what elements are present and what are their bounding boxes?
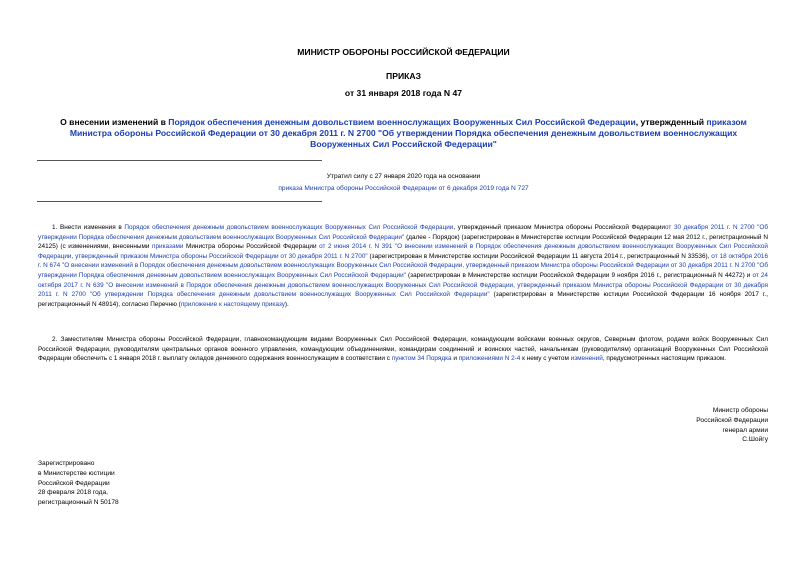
p1-text-6: (зарегистрирован в Министерстве юстиции Российской Федерации 9 ноября 2016 г., регистрационный N 44272) и bbox=[405, 271, 753, 279]
p1-text-1: 1. Внести изменения в bbox=[52, 224, 125, 231]
signature-line-3: генерал армии bbox=[722, 426, 768, 434]
registration-line-4: 28 февраля 2018 года, bbox=[38, 489, 108, 497]
registration-block bbox=[38, 459, 119, 508]
p2-link-changes[interactable]: изменений bbox=[570, 355, 603, 363]
order-date: от 31 января 2018 года N 47 bbox=[344, 88, 463, 98]
p1-link-orders[interactable]: приказами bbox=[152, 243, 184, 251]
title-text-2: , утвержденный bbox=[635, 117, 707, 127]
divider-top bbox=[37, 160, 322, 161]
p1-link-appendix[interactable]: приложение к настоящему приказу bbox=[180, 300, 285, 308]
p1-text-3: (далее - Порядок) (зарегистрирован в Министерстве юстиции Российской Федерации 12 мая 2012 г., регистрационный N 24125) (с изменениями, внесенными bbox=[38, 233, 768, 251]
status-line: Утратил силу с 27 января 2020 года на основании bbox=[326, 173, 481, 180]
link-order-2700[interactable]: приказом Министра обороны Российской Федерации от 30 декабря 2011 г. N 2700 "Об утверждении Порядка обеспечения денежным довольствием военнослужащих Вооруженных Сил Российской Федерации" bbox=[69, 117, 747, 149]
signature-line-2: Российской Федерации bbox=[696, 416, 768, 424]
signature-block bbox=[696, 406, 768, 445]
signature-line-4: С.Шойгу bbox=[742, 436, 768, 444]
divider-bottom bbox=[37, 201, 322, 202]
p1-link-procedure[interactable]: Порядок обеспечения денежным довольствием военнослужащих Вооруженных Сил Российской Федерации bbox=[124, 224, 454, 231]
p2-link-point-34[interactable]: пунктом 34 Порядка bbox=[391, 355, 452, 363]
ministry-heading: МИНИСТР ОБОРОНЫ РОССИЙСКОЙ ФЕДЕРАЦИИ bbox=[297, 47, 510, 57]
p1-text-2: , утвержденный приказом Министра обороны Российской Федерации bbox=[453, 224, 665, 231]
paragraph-2 bbox=[38, 335, 768, 364]
p1-text-4: Министра обороны Российской Федерации bbox=[183, 243, 320, 251]
paragraph-1 bbox=[38, 223, 768, 309]
order-title bbox=[40, 117, 767, 150]
p2-text-4: , предусмотренных настоящим приказом. bbox=[602, 355, 727, 363]
link-procedure[interactable]: Порядок обеспечения денежным довольствием военнослужащих Вооруженных Сил Российской Федерации bbox=[168, 117, 636, 127]
document-type: ПРИКАЗ bbox=[386, 71, 421, 81]
title-text-1: О внесении изменений в bbox=[60, 117, 169, 127]
registration-line-2: в Министерстве юстиции bbox=[38, 469, 115, 477]
p1-link-order-2700[interactable]: от 30 декабря 2011 г. N 2700 "Об утверждении Порядка обеспечения денежным довольствием военнослужащих Вооруженных Сил Российской Федерации" bbox=[38, 224, 768, 241]
p1-text-7: (зарегистрирован в Министерстве юстиции Российской Федерации 16 ноября 2017 г., регистрационный N 48914), согласно Перечню ( bbox=[38, 291, 768, 308]
p1-link-order-639[interactable]: от 24 октября 2017 г. N 639 "О внесении изменений в Порядок обеспечения денежным довольствием военнослужащих Вооруженных Сил Российской Федерации, утвержденный приказом Министра обороны Российской Федерации от 30 декабря 2011 г. N 2700 "Об утверждении Порядка обеспечения денежным довольствием военнослужащих Вооруженных Сил Российской Федерации" bbox=[38, 271, 768, 299]
p2-text-2: и bbox=[451, 355, 459, 363]
link-order-727[interactable]: приказа Министра обороны Российской Федерации от 6 декабря 2019 года N 727 bbox=[278, 185, 529, 192]
registration-line-3: Российской Федерации bbox=[38, 479, 110, 487]
p1-text-5: (зарегистрирован в Министерстве юстиции Российской Федерации 11 августа 2014 г., регистрационный N 33536), bbox=[367, 252, 712, 260]
p1-link-order-391[interactable]: от 2 июня 2014 г. N 391 "О внесении изменений в Порядок обеспечения денежным довольствием военнослужащих Вооруженных Сил Российской Федерации, утвержденный приказом Министра обороны Российской Федерации от 30 декабря 2011 г. N 2700" bbox=[38, 243, 768, 260]
status-note bbox=[0, 171, 807, 195]
signature-line-1: Министр обороны bbox=[712, 407, 768, 414]
p2-text-1: 2. Заместителям Министра обороны Российской Федерации, главнокомандующим видами Вооруженных Сил Российской Федерации, командующим войсками военных округов, Северным флотом, родами войск Вооруженных Сил Российской Федерации, руководителям центральных органов военного управления, командующим объединениями, командирам соединений и воинских частей, начальникам (руководителям) организаций Вооруженных Сил Российской Федерации обеспечить с 1 января 2018 г. выплату окладов денежного содержания военнослужащим в соответствии с bbox=[38, 336, 768, 363]
registration-line-1: Зарегистрировано bbox=[38, 460, 95, 467]
p1-text-8: ). bbox=[284, 300, 289, 308]
p1-link-order-674[interactable]: от 18 октября 2016 г. N 674 "О внесении изменений в Порядок обеспечения денежным довольствием военнослужащих Вооруженных Сил Российской Федерации, утвержденный приказом Министра обороны Российской Федерации от 30 декабря 2011 г. N 2700 "Об утверждении Порядка обеспечения денежным довольствием военнослужащих Вооруженных Сил Российской Федерации" bbox=[38, 252, 768, 279]
p2-text-3: к нему с учетом bbox=[520, 355, 571, 363]
p2-link-appendices[interactable]: приложениями N 2-4 bbox=[458, 355, 521, 363]
registration-line-5: регистрационный N 50178 bbox=[38, 499, 119, 507]
